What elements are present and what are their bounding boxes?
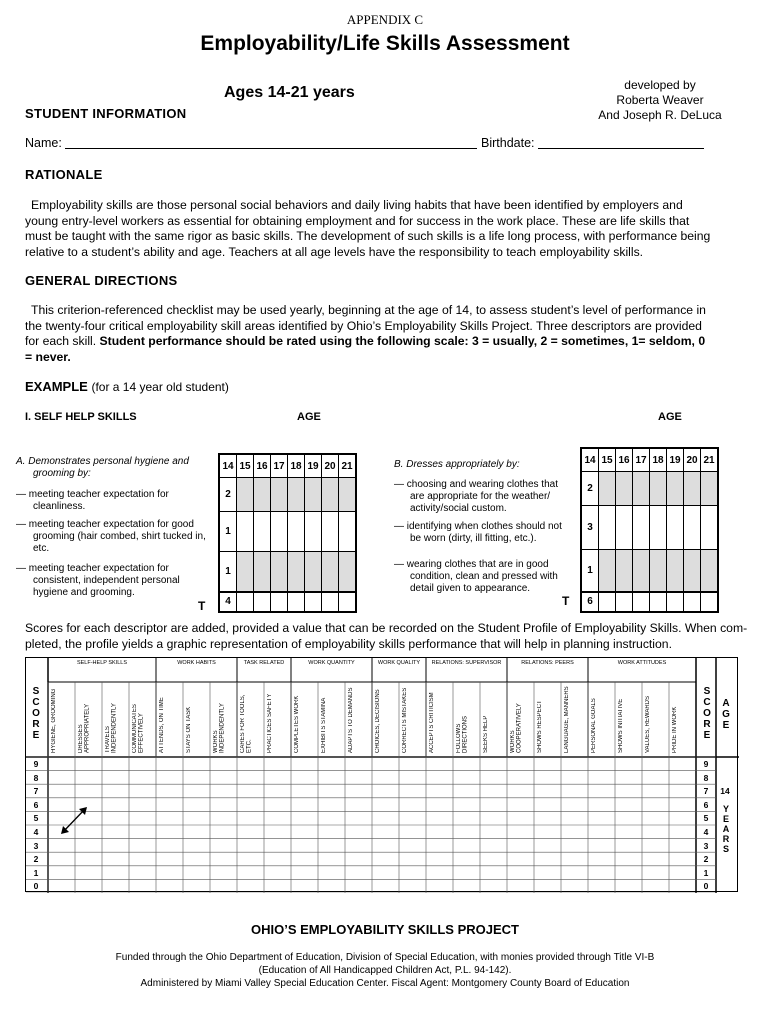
total-cell[interactable]	[254, 592, 271, 612]
skill-label: DRESSES APPROPRIATELY	[78, 703, 91, 753]
scores-note	[25, 621, 755, 652]
score-cell[interactable]	[305, 512, 322, 552]
part-a-grid	[218, 453, 357, 613]
age-header: 21	[701, 448, 719, 472]
score-letter: E	[703, 730, 711, 741]
example-subtitle: (for a 14 year old student)	[91, 380, 229, 394]
birthdate-field[interactable]	[538, 148, 704, 149]
scale-number-right: 5	[703, 813, 709, 824]
score-cell[interactable]	[701, 472, 719, 506]
rationale-line: must be taught with the same rigor as basic skills. The development of such skills is a life long process, with performance being	[25, 229, 711, 243]
skill-label: CORRECTS MISTAKES	[402, 687, 408, 753]
age-header: 15	[237, 454, 254, 478]
age-letter: E	[722, 720, 730, 731]
score-cell[interactable]	[339, 478, 357, 512]
item-text: detail given to appearance.	[410, 583, 531, 594]
score-cell[interactable]	[322, 478, 339, 512]
scale-number-left: 6	[33, 799, 39, 810]
score-letter: R	[703, 719, 711, 730]
score-letter: S	[32, 686, 40, 697]
name-field[interactable]	[65, 148, 477, 149]
skill-label: ADAPTS TO DEMANDS	[348, 687, 354, 753]
score-cell[interactable]: 2	[581, 472, 599, 506]
score-cell[interactable]	[633, 506, 650, 550]
score-cell[interactable]	[633, 550, 650, 592]
years-letters	[720, 804, 732, 854]
part-a-item-2	[16, 519, 206, 555]
score-cell[interactable]	[599, 550, 616, 592]
total-cell[interactable]	[701, 592, 719, 612]
score-cell[interactable]	[701, 506, 719, 550]
directions-heading: GENERAL DIRECTIONS	[25, 273, 178, 288]
years-letter: Y	[722, 803, 729, 814]
item-text: condition, clean and pressed with	[410, 571, 558, 582]
scale-number-right: 3	[703, 840, 709, 851]
page-title: Employability/Life Skills Assessment	[200, 32, 570, 55]
score-cell[interactable]	[271, 512, 288, 552]
developed-by-line: developed by	[624, 78, 696, 92]
rationale-line: relative to a student’s ability and age. Teachers at all age levels have the responsibility to teach employability skills.	[25, 244, 644, 259]
total-cell[interactable]	[322, 592, 339, 612]
scale-number-right: 1	[703, 867, 709, 878]
score-cell[interactable]	[599, 506, 616, 550]
total-cell[interactable]	[339, 592, 357, 612]
score-cell[interactable]	[650, 550, 667, 592]
age-header: 17	[633, 448, 650, 472]
group-header: RELATIONS: PEERS	[521, 660, 574, 666]
score-cell[interactable]	[701, 550, 719, 592]
score-letters-right	[701, 686, 713, 741]
score-cell[interactable]	[322, 512, 339, 552]
score-cell[interactable]	[305, 478, 322, 512]
funding-line: Administered by Miami Valley Special Education Center. Fiscal Agent: Montgomery County Board of Education	[140, 978, 630, 989]
total-cell[interactable]	[599, 592, 616, 612]
directions-line: the twenty-four critical employability skill areas identified by Ohio’s Employability Skills Project. Three descriptors are provided	[25, 318, 702, 333]
example-arrow-icon	[61, 807, 87, 834]
skill-label: SHOWS RESPECT	[537, 700, 543, 753]
student-info-heading: STUDENT INFORMATION	[25, 106, 187, 121]
part-b-item-1	[394, 479, 558, 515]
age-header: 19	[667, 448, 684, 472]
item-text: be worn (dirty, ill fitting, etc.).	[410, 533, 537, 544]
skill-label: HYGIENE, GROOMING	[51, 688, 57, 753]
score-cell[interactable]	[667, 472, 684, 506]
name-label: Name:	[25, 136, 62, 150]
example-heading	[25, 379, 229, 394]
ages-range: Ages 14-21 years	[224, 84, 355, 101]
scale-number-left: 9	[33, 759, 39, 769]
score-cell[interactable]: 1	[581, 550, 599, 592]
age-header: 14	[581, 448, 599, 472]
score-cell[interactable]: 1	[219, 512, 237, 552]
scale-number-left: 5	[33, 813, 39, 824]
skill-label: PRIDE IN WORK	[672, 706, 678, 753]
score-cell[interactable]	[254, 552, 271, 592]
group-header: WORK HABITS	[177, 660, 216, 666]
directions-line-plain: for each skill.	[25, 334, 100, 348]
skill-label: CHOICES, DECISIONS	[375, 689, 381, 753]
skill-label: STAYS ON TASK	[186, 706, 192, 753]
score-cell[interactable]	[684, 506, 701, 550]
part-a-title-line: A. Demonstrates personal hygiene and	[16, 456, 189, 467]
birthdate-label: Birthdate:	[481, 136, 535, 150]
skill-label: CARES FOR TOOLS, ETC.	[240, 694, 253, 753]
scale-number-right: 9	[703, 759, 709, 769]
skill-label: WORKS COOPERATIVELY	[510, 703, 523, 753]
total-cell[interactable]	[633, 592, 650, 612]
scale-number-left: 7	[33, 786, 39, 797]
scale-number-right: 0	[703, 881, 709, 892]
item-text: grooming (hair combed, shirt tucked in,	[33, 531, 206, 542]
score-cell[interactable]	[305, 552, 322, 592]
skill-label: SHOWS INITIATIVE	[618, 698, 624, 753]
score-cell[interactable]	[288, 512, 305, 552]
group-header: TASK RELATED	[243, 660, 285, 666]
score-cell[interactable]	[684, 472, 701, 506]
item-text: hygiene and grooming.	[33, 587, 135, 598]
score-cell[interactable]: 2	[219, 478, 237, 512]
skill-label: PRACTICES SAFETY	[267, 693, 273, 753]
item-text: — meeting teacher expectation for	[16, 563, 169, 574]
directions-scale: Student performance should be rated using the following scale: 3 = usually, 2 = sometimes, 1= seldom, 0	[99, 334, 706, 348]
rationale-heading: RATIONALE	[25, 167, 103, 182]
group-header: WORK QUANTITY	[308, 660, 355, 666]
group-header: WORK ATTITUDES	[617, 660, 667, 666]
score-cell[interactable]	[237, 512, 254, 552]
score-cell[interactable]	[254, 512, 271, 552]
score-letter: E	[32, 730, 40, 741]
item-text: — choosing and wearing clothes that	[394, 479, 558, 490]
example-title: EXAMPLE	[25, 379, 88, 394]
directions-line-3	[25, 334, 750, 350]
age-header: 16	[616, 448, 633, 472]
score-cell[interactable]	[650, 506, 667, 550]
part-a-item-3	[16, 563, 180, 599]
score-letter: O	[703, 708, 711, 719]
total-cell[interactable]	[305, 592, 322, 612]
item-text: — wearing clothes that are in good	[394, 559, 549, 570]
total-cell[interactable]: 6	[581, 592, 599, 612]
group-header: WORK QUALITY	[377, 660, 421, 666]
score-cell[interactable]	[667, 550, 684, 592]
total-cell[interactable]	[616, 592, 633, 612]
total-cell[interactable]	[237, 592, 254, 612]
age-header: 20	[684, 448, 701, 472]
item-text: are appropriate for the weather/	[410, 491, 551, 502]
score-cell[interactable]: 1	[219, 552, 237, 592]
total-cell[interactable]: 4	[219, 592, 237, 612]
age-header: 15	[599, 448, 616, 472]
age-header: 14	[219, 454, 237, 478]
years-letter: A	[722, 823, 730, 834]
scale-number-left: 8	[33, 772, 39, 783]
age-header: 19	[305, 454, 322, 478]
score-letter: O	[32, 708, 40, 719]
age-letter: G	[722, 709, 730, 720]
directions-line: This criterion-referenced checklist may be used yearly, beginning at the age of 14, to assess student’s level of performance in	[31, 303, 706, 317]
scale-number-left: 2	[33, 854, 39, 865]
years-letter: R	[722, 833, 730, 844]
skill-label: PERSONAL GOALS	[591, 698, 597, 753]
age-header: 21	[339, 454, 357, 478]
skill-label: COMMUNICATES EFFECTIVELY	[132, 704, 145, 753]
score-cell[interactable]: 3	[581, 506, 599, 550]
directions-line: = never.	[25, 349, 71, 364]
score-cell[interactable]	[288, 478, 305, 512]
score-letter: C	[703, 697, 711, 708]
part-b-item-3	[394, 559, 558, 595]
total-cell[interactable]	[684, 592, 701, 612]
rationale-text	[25, 198, 750, 260]
skill-label: VALUES, REWARDS	[645, 695, 651, 753]
item-text: etc.	[33, 543, 50, 554]
item-text: — meeting teacher expectation for good	[16, 519, 194, 530]
part-a-total-label: T	[198, 599, 206, 613]
scale-number-left: 0	[33, 881, 39, 892]
score-cell[interactable]	[254, 478, 271, 512]
item-text: activity/social custom.	[410, 503, 507, 514]
item-text: cleanliness.	[33, 501, 86, 512]
skill-label: WORKS INDEPENDENTLY	[213, 703, 226, 753]
scores-note-line: pleted, the profile yields a graphic representation of employability skills performance that will help in planning instruction.	[25, 636, 672, 651]
scale-number-right: 8	[703, 772, 709, 783]
total-cell[interactable]	[288, 592, 305, 612]
score-cell[interactable]	[667, 506, 684, 550]
part-b-grid	[580, 447, 719, 613]
group-header: SELF-HELP SKILLS	[76, 660, 128, 666]
scale-number-left: 3	[33, 840, 39, 851]
score-cell[interactable]	[339, 512, 357, 552]
part-a-title-line: grooming by:	[33, 468, 91, 479]
score-cell[interactable]	[288, 552, 305, 592]
part-b-item-2	[394, 521, 562, 545]
skill-label: FOLLOWS DIRECTIONS	[456, 715, 469, 753]
directions-text	[25, 303, 750, 365]
years-letter: S	[722, 843, 729, 854]
score-cell[interactable]	[616, 472, 633, 506]
score-cell[interactable]	[237, 478, 254, 512]
score-cell[interactable]	[599, 472, 616, 506]
part-b-title: B. Dresses appropriately by:	[394, 459, 520, 470]
total-cell[interactable]	[650, 592, 667, 612]
years-letter: E	[722, 813, 729, 824]
part-a-title	[16, 456, 189, 480]
funding-line: (Education of All Handicapped Children Act, P.L. 94-142).	[258, 965, 512, 976]
item-text: — meeting teacher expectation for	[16, 489, 169, 500]
section-title: I. SELF HELP SKILLS	[25, 411, 137, 423]
rationale-line: Employability skills are those personal social behaviors and daily living habits that have been identified by employers and	[31, 198, 683, 212]
skill-label: COMPLETES WORK	[294, 695, 300, 753]
part-a-item-1	[16, 489, 169, 513]
score-cell[interactable]	[339, 552, 357, 592]
project-title: OHIO’S EMPLOYABILITY SKILLS PROJECT	[251, 922, 519, 937]
score-cell[interactable]	[271, 478, 288, 512]
rationale-line: young entry-level workers as essential for obtaining employment and for success in the work place. These are life skills that	[25, 213, 690, 228]
scale-number-right: 4	[703, 827, 709, 837]
score-cell[interactable]	[684, 550, 701, 592]
scale-number-left: 1	[33, 867, 39, 878]
funding-note	[0, 951, 770, 990]
developed-by-line: Roberta Weaver	[616, 93, 704, 107]
skill-label: SEEKS HELP	[483, 715, 489, 753]
total-cell[interactable]	[667, 592, 684, 612]
score-letter: C	[32, 697, 40, 708]
age-header: 16	[254, 454, 271, 478]
age-header: 18	[650, 448, 667, 472]
scores-note-line: Scores for each descriptor are added, provided a value that can be recorded on the Student Profile of Employability Skills. When com-	[25, 621, 748, 635]
score-letters-left	[30, 686, 42, 741]
scale-number-right: 7	[703, 786, 709, 797]
skill-label: LANGUAGE, MANNERS	[564, 686, 570, 753]
age-letters	[720, 698, 732, 731]
employability-profile-chart	[25, 657, 738, 892]
age-letter: A	[722, 698, 730, 709]
age-header: 17	[271, 454, 288, 478]
score-cell[interactable]	[650, 472, 667, 506]
score-cell[interactable]	[322, 552, 339, 592]
score-letter: S	[703, 686, 711, 697]
scale-number-left: 4	[33, 827, 39, 837]
age-header: 18	[288, 454, 305, 478]
skill-label: EXHIBITS STAMINA	[321, 697, 327, 753]
part-b-total-label: T	[562, 594, 570, 608]
scale-number-right: 2	[703, 854, 709, 865]
skill-label: ATTENDS, ON TIME	[159, 697, 165, 753]
age-header: 20	[322, 454, 339, 478]
item-text: — identifying when clothes should not	[394, 521, 562, 532]
developed-by-line: And Joseph R. DeLuca	[598, 108, 722, 122]
age-label-a: AGE	[297, 411, 321, 423]
score-letter: R	[32, 719, 40, 730]
scale-number-right: 6	[703, 799, 709, 810]
score-cell[interactable]	[616, 550, 633, 592]
score-cell[interactable]	[237, 552, 254, 592]
total-cell[interactable]	[271, 592, 288, 612]
skill-label: TRAVELS INDEPENDENTLY	[105, 703, 118, 753]
score-cell[interactable]	[616, 506, 633, 550]
age-value: 14	[720, 786, 730, 797]
developed-by	[560, 78, 760, 123]
item-text: consistent, independent personal	[33, 575, 180, 586]
score-cell[interactable]	[633, 472, 650, 506]
group-header: RELATIONS: SUPERVISOR	[431, 660, 502, 666]
funding-line: Funded through the Ohio Department of Education, Division of Special Education, with monies provided through Title VI-B	[115, 952, 655, 963]
score-cell[interactable]	[271, 552, 288, 592]
appendix-label: APPENDIX C	[346, 12, 424, 27]
skill-label: ACCEPTS CRITICISM	[429, 692, 435, 753]
age-label-b: AGE	[658, 411, 682, 423]
